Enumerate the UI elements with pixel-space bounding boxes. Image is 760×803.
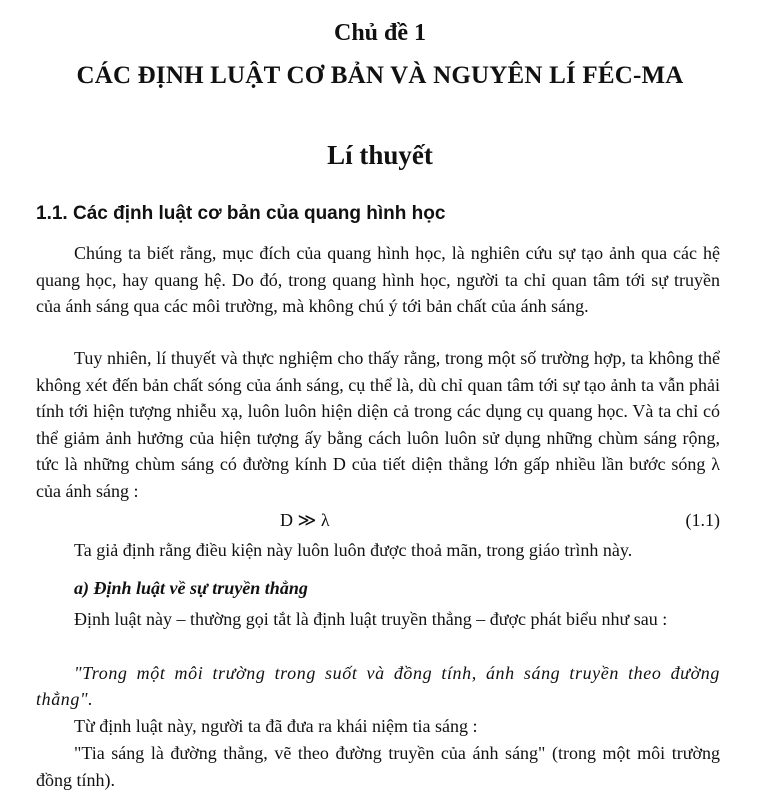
paragraph-5: Từ định luật này, người ta đã đưa ra khái niệm tia sáng : <box>74 716 478 736</box>
section-title: Lí thuyết <box>327 140 433 170</box>
paragraph-1: Chúng ta biết rằng, mục đích của quang hình học, là nghiên cứu sự tạo ảnh qua các hệ quang học, hay quang hệ. Do đó, trong quang hình học, người ta chỉ quan tâm tới sự truyền của ánh sáng qua các môi trường, mà không chú ý tới bản chất của ánh sáng. <box>36 243 720 316</box>
paragraph-3: Ta giả định rằng điều kiện này luôn luôn được thoả mãn, trong giáo trình này. <box>74 540 633 560</box>
main-title: CÁC ĐỊNH LUẬT CƠ BẢN VÀ NGUYÊN LÍ FÉC-MA <box>76 62 684 89</box>
paragraph-2: Tuy nhiên, lí thuyết và thực nghiệm cho thấy rằng, trong một số trường hợp, ta không thể không xét đến bản chất sóng của ánh sáng, cụ thể là, dù chỉ quan tâm tới sự tạo ảnh ta vẫn phải tính tới hiện tượng nhiễu xạ, luôn luôn hiện diện cả trong các dụng cụ quang học. Và ta chỉ có thể giảm ảnh hưởng của hiện tượng ấy bằng cách luôn luôn sử dụng những chùm sáng rộng, tức là những chùm sáng có đường kính D của tiết diện thẳng lớn gấp nhiều lần bước sóng λ của ánh sáng : <box>36 348 720 501</box>
paragraph-6: "Tia sáng là đường thẳng, vẽ theo đường truyền của ánh sáng" (trong một môi trường đồng tính). <box>36 743 720 790</box>
quote-definition: "Trong một môi trường trong suốt và đồng tính, ánh sáng truyền theo đường thẳng". <box>36 663 720 709</box>
subheading-a: a) Định luật về sự truyền thẳng <box>74 578 308 598</box>
equation-row <box>36 510 720 536</box>
paragraph-4: Định luật này – thường gọi tắt là định luật truyền thẳng – được phát biểu như sau : <box>74 609 668 629</box>
subsection-title: 1.1. Các định luật cơ bản của quang hình học <box>36 203 446 224</box>
chapter-heading: Chủ đề 1 <box>333 20 427 46</box>
equation: D ≫ λ <box>280 510 330 530</box>
equation-number: (1.1) <box>685 510 720 530</box>
